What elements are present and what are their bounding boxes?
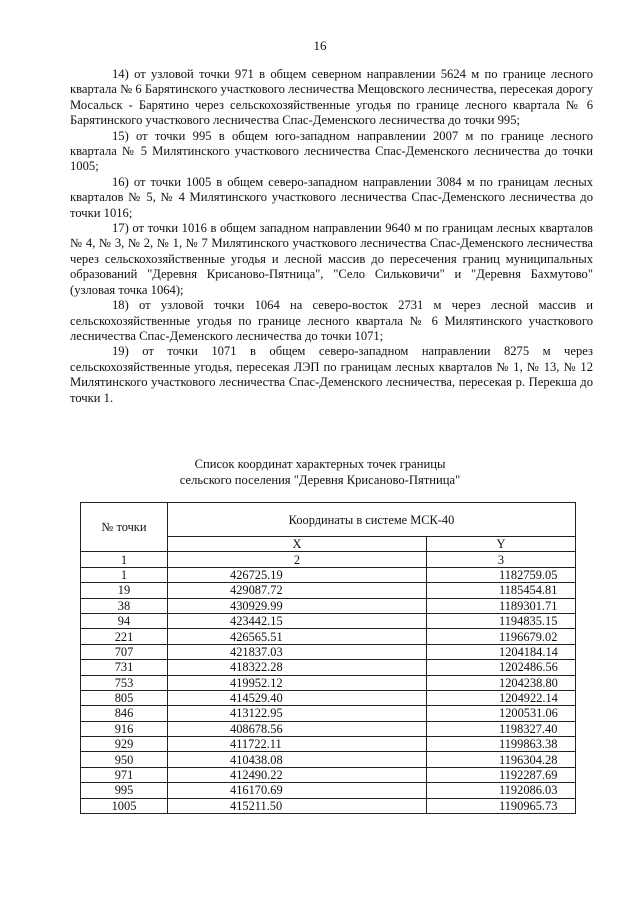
y-coordinate-cell: 1190965.73 (427, 798, 576, 813)
point-number-cell: 707 (81, 644, 168, 659)
y-coordinate-cell: 1202486.56 (427, 660, 576, 675)
point-number-cell: 731 (81, 660, 168, 675)
table-row (81, 567, 576, 582)
point-number-cell: 753 (81, 675, 168, 690)
x-coordinate-cell: 426725.19 (168, 567, 427, 582)
point-number-cell: 19 (81, 583, 168, 598)
point-number-cell: 1005 (81, 798, 168, 813)
y-coordinate-cell: 1204922.14 (427, 690, 576, 705)
x-coordinate-cell: 415211.50 (168, 798, 427, 813)
body-text (70, 67, 593, 406)
point-number-cell: 929 (81, 737, 168, 752)
y-coordinate-cell: 1200531.06 (427, 706, 576, 721)
table-row (81, 613, 576, 628)
y-coordinate-cell: 1185454.81 (427, 583, 576, 598)
table-row (81, 660, 576, 675)
table-row (81, 783, 576, 798)
y-coordinate-cell: 1189301.71 (427, 598, 576, 613)
y-coordinate-cell: 1204184.14 (427, 644, 576, 659)
y-coordinate-cell: 1196679.02 (427, 629, 576, 644)
point-number-cell: 995 (81, 783, 168, 798)
point-number-cell: 1 (81, 567, 168, 582)
point-number-cell: 805 (81, 690, 168, 705)
paragraph-16: 16) от точки 1005 в общем северо-западном направлении 3084 м по границам лесных кварталов № 5, № 4 Милятинского участкового лесничества Спас-Деменского лесничества до точки 1016; (70, 174, 593, 220)
point-number-cell: 38 (81, 598, 168, 613)
table-row (81, 675, 576, 690)
y-coordinate-cell: 1196304.28 (427, 752, 576, 767)
table-row (81, 629, 576, 644)
table-row (81, 598, 576, 613)
x-coordinate-cell: 414529.40 (168, 690, 427, 705)
column-number-2: 2 (168, 552, 427, 567)
x-coordinate-cell: 411722.11 (168, 737, 427, 752)
table-row (81, 690, 576, 705)
table-row (81, 706, 576, 721)
column-number-3: 3 (427, 552, 576, 567)
paragraph-19: 19) от точки 1071 в общем северо-западном направлении 8275 м через сельскохозяйственные угодья, пересекая ЛЭП по границам лесных кварталов № 1, № 13, № 12 Милятинского участкового лесничества Спас-Деменского лесничества, пересекая р. Перекша до точки 1. (70, 344, 593, 405)
x-coordinate-cell: 410438.08 (168, 752, 427, 767)
paragraph-14: 14) от узловой точки 971 в общем северном направлении 5624 м по границе лесного квартала № 6 Барятинского участкового лесничества Мещовского лесничества, пересекая дорогу Мосальск - Барятино через сельскохозяйственные угодья по границе лесного квартала № 6 Барятинского участкового лесничества Спас-Деменского лесничества до точки 995; (70, 67, 593, 128)
point-number-cell: 971 (81, 767, 168, 782)
point-number-cell: 950 (81, 752, 168, 767)
point-number-cell: 846 (81, 706, 168, 721)
x-coordinate-cell: 423442.15 (168, 613, 427, 628)
table-caption (0, 457, 640, 488)
table-row (81, 767, 576, 782)
coordinates-table (80, 502, 576, 814)
y-coordinate-cell: 1182759.05 (427, 567, 576, 582)
paragraph-18: 18) от узловой точки 1064 на северо-восток 2731 м через лесной массив и сельскохозяйственные угодья по границе лесного квартала № 6 Милятинского участкового лесничества Спас-Деменского лесничества до точки 1071; (70, 298, 593, 343)
x-coordinate-cell: 418322.28 (168, 660, 427, 675)
table-row (81, 644, 576, 659)
point-number-cell: 94 (81, 613, 168, 628)
table-caption-line2: сельского поселения "Деревня Крисаново-Пятница" (179, 472, 461, 487)
table-row (81, 798, 576, 813)
x-coordinate-cell: 416170.69 (168, 783, 427, 798)
table-row (81, 721, 576, 736)
x-coordinate-cell: 412490.22 (168, 767, 427, 782)
x-coordinate-cell: 408678.56 (168, 721, 427, 736)
paragraph-17: 17) от точки 1016 в общем западном направлении 9640 м по границам лесных кварталов № 4, № 3, № 2, № 1, № 7 Милятинского участкового лесничества Спас-Деменского лесничества через сельскохозяйственные угодья и лесной массив до пересечения границ муниципальных образований "Деревня Крисаново-Пятница", "Село Сильковичи" и "Деревня Бахмутово" (узловая точка 1064); (70, 221, 593, 297)
x-coordinate-cell: 429087.72 (168, 583, 427, 598)
table-caption-line1: Список координат характерных точек границы (194, 457, 446, 471)
coordinates-table-body (81, 567, 576, 813)
point-number-cell: 221 (81, 629, 168, 644)
header-coordinates: Координаты в системе МСК-40 (168, 503, 576, 537)
header-point-number: № точки (81, 503, 168, 552)
page-number: 16 (313, 38, 327, 53)
y-coordinate-cell: 1198327.40 (427, 721, 576, 736)
paragraph-15: 15) от точки 995 в общем юго-западном направлении 2007 м по границе лесного квартала № 5 Милятинского участкового лесничества Спас-Деменского лесничества до точки 1005; (70, 128, 593, 174)
column-number-1: 1 (81, 552, 168, 567)
y-coordinate-cell: 1204238.80 (427, 675, 576, 690)
point-number-cell: 916 (81, 721, 168, 736)
y-coordinate-cell: 1194835.15 (427, 613, 576, 628)
x-coordinate-cell: 413122.95 (168, 706, 427, 721)
y-coordinate-cell: 1199863.38 (427, 737, 576, 752)
y-coordinate-cell: 1192086.03 (427, 783, 576, 798)
table-row (81, 583, 576, 598)
table-row (81, 752, 576, 767)
table-row (81, 737, 576, 752)
header-x: X (168, 537, 427, 552)
x-coordinate-cell: 421837.03 (168, 644, 427, 659)
x-coordinate-cell: 419952.12 (168, 675, 427, 690)
x-coordinate-cell: 430929.99 (168, 598, 427, 613)
x-coordinate-cell: 426565.51 (168, 629, 427, 644)
header-y: Y (427, 537, 576, 552)
y-coordinate-cell: 1192287.69 (427, 767, 576, 782)
